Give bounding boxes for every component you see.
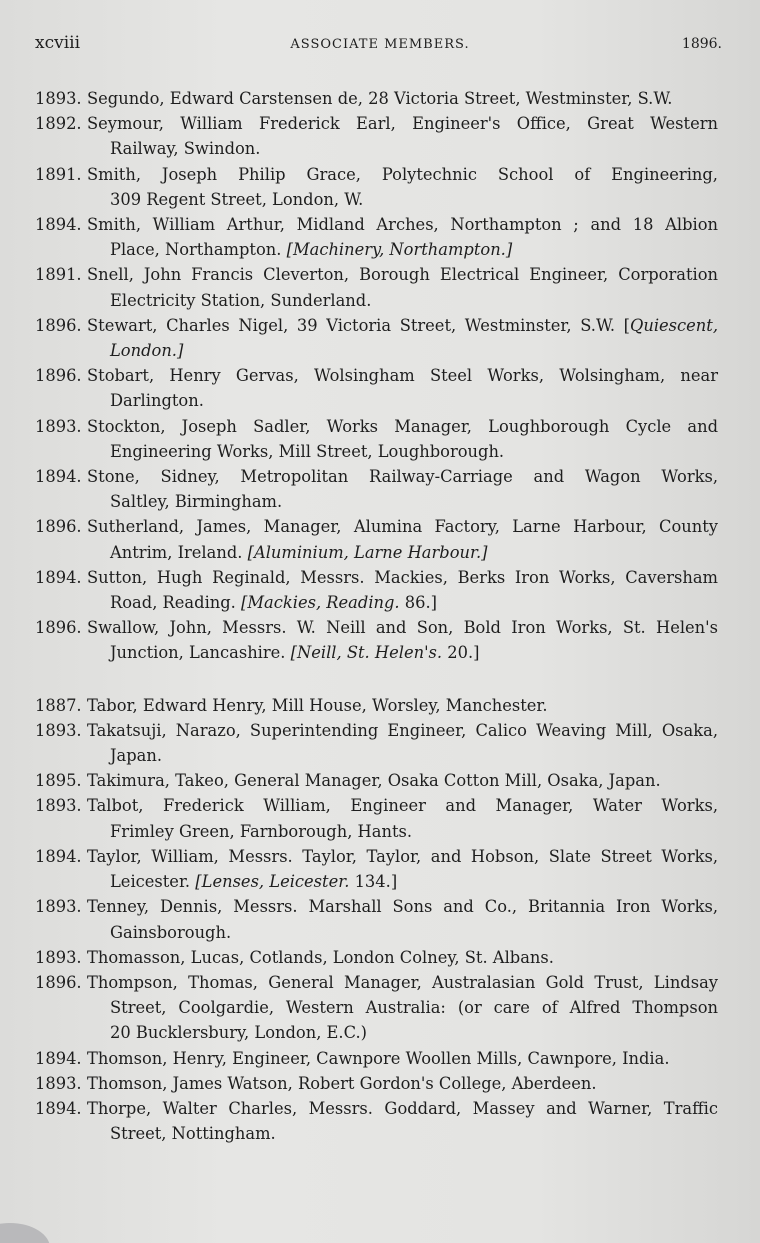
entry-line xyxy=(87,768,718,793)
member-entry xyxy=(35,1096,718,1146)
entry-text: Taylor, William, Messrs. Taylor, Taylor, and Hobson, Slate Street Works, xyxy=(87,846,718,866)
entry-line xyxy=(110,237,718,262)
entry-line xyxy=(110,136,718,161)
entry-text: Sutton, Hugh Reginald, Messrs. Mackies, Berks Iron Works, Caversham xyxy=(87,567,718,587)
member-entry xyxy=(35,844,718,894)
page-stain xyxy=(0,1223,50,1243)
member-entry xyxy=(35,212,718,262)
entry-text: Darlington. xyxy=(110,391,204,411)
entry-text: Tenney, Dennis, Messrs. Marshall Sons and Co., Britannia Iron Works, xyxy=(87,897,718,917)
entry-text: 134.] xyxy=(349,872,398,892)
entry-text: Stockton, Joseph Sadler, Works Manager, Loughborough Cycle and xyxy=(87,416,718,436)
entry-line xyxy=(110,640,718,665)
entry-text: Thomasson, Lucas, Cotlands, London Colney, St. Albans. xyxy=(87,947,554,967)
entry-text: Stobart, Henry Gervas, Wolsingham Steel Works, Wolsingham, near xyxy=(87,366,718,386)
entry-text: Thorpe, Walter Charles, Messrs. Goddard, Massey and Warner, Traffic xyxy=(87,1098,718,1118)
entry-line xyxy=(87,970,718,995)
entry-line xyxy=(87,565,718,590)
entry-text: Electricity Station, Sunderland. xyxy=(110,290,372,310)
election-year: 1892. xyxy=(35,114,82,134)
entry-text: Snell, John Francis Cleverton, Borough Electrical Engineer, Corporation xyxy=(87,265,718,285)
entry-text: Thompson, Thomas, General Manager, Australasian Gold Trust, Lindsay xyxy=(87,972,718,992)
entry-text: Street, Coolgardie, Western Australia: (or care of Alfred Thompson xyxy=(110,998,718,1018)
member-entry xyxy=(35,894,718,944)
entry-text: Saltley, Birmingham. xyxy=(110,492,283,512)
entry-text: Takatsuji, Narazo, Superintending Engineer, Calico Weaving Mill, Osaka, xyxy=(87,720,718,740)
telegraphic-address: [Neill, St. Helen's. xyxy=(290,643,443,663)
member-entry xyxy=(35,86,718,111)
entry-text: Sutherland, James, Manager, Alumina Factory, Larne Harbour, County xyxy=(87,517,718,537)
entry-line xyxy=(87,615,718,640)
entry-line xyxy=(87,693,718,718)
entry-line xyxy=(110,743,718,768)
member-entry xyxy=(35,615,718,665)
entry-text: Seymour, William Frederick Earl, Engineer's Office, Great Western xyxy=(87,114,718,134)
entry-line xyxy=(87,793,718,818)
election-year: 1893. xyxy=(35,89,82,108)
member-entry xyxy=(35,1046,718,1071)
telegraphic-address: [Lenses, Leicester. xyxy=(195,872,350,892)
member-entry xyxy=(35,363,718,413)
election-year: 1893. xyxy=(35,897,82,917)
member-entry xyxy=(35,945,718,970)
entry-text: 20 Bucklersbury, London, E.C.) xyxy=(110,1023,368,1043)
entry-line xyxy=(110,920,718,945)
entry-line xyxy=(110,540,718,565)
election-year: 1894. xyxy=(35,567,82,587)
entry-line xyxy=(110,489,718,514)
election-year: 1893. xyxy=(35,416,82,436)
entry-text: Japan. xyxy=(110,746,163,766)
entry-text: Road, Reading. xyxy=(110,593,242,613)
entry-line xyxy=(87,162,718,187)
entry-line xyxy=(87,514,718,539)
election-year: 1894. xyxy=(35,215,82,235)
entry-text: Stone, Sidney, Metropolitan Railway-Carriage and Wagon Works, xyxy=(87,467,718,487)
member-entry xyxy=(35,1071,718,1096)
entry-text: Junction, Lancashire. xyxy=(110,643,291,663)
telegraphic-address: London.] xyxy=(110,341,184,361)
entry-line xyxy=(87,262,718,287)
election-year: 1894. xyxy=(35,1098,82,1118)
member-entry xyxy=(35,464,718,514)
election-year: 1896. xyxy=(35,366,82,386)
member-entry xyxy=(35,693,718,718)
election-year: 1896. xyxy=(35,315,82,335)
telegraphic-address: [Machinery, Northampton.] xyxy=(286,240,513,260)
entry-line xyxy=(87,1046,718,1071)
header-year: 1896. xyxy=(681,36,722,52)
running-title: ASSOCIATE MEMBERS. xyxy=(290,37,470,52)
election-year: 1893. xyxy=(35,1073,82,1093)
entry-line xyxy=(87,844,718,869)
telegraphic-address: [Mackies, Reading. xyxy=(241,593,400,613)
member-entry xyxy=(35,262,718,312)
entry-line xyxy=(87,111,718,136)
entry-line xyxy=(110,1020,718,1045)
entry-line xyxy=(110,439,718,464)
entry-line xyxy=(87,313,718,338)
entry-text: Smith, Joseph Philip Grace, Polytechnic School of Engineering, xyxy=(87,164,718,184)
entry-text: Smith, William Arthur, Midland Arches, Northampton ; and 18 Albion xyxy=(87,215,718,235)
entry-line xyxy=(87,212,718,237)
election-year: 1894. xyxy=(35,846,82,866)
entry-text: 20.] xyxy=(442,643,480,663)
member-list xyxy=(35,86,718,1146)
election-year: 1896. xyxy=(35,972,82,992)
entry-line xyxy=(110,388,718,413)
entry-line xyxy=(87,464,718,489)
entry-line xyxy=(110,869,718,894)
election-year: 1896. xyxy=(35,618,82,638)
telegraphic-address: Quiescent, xyxy=(630,315,718,335)
entry-line xyxy=(87,945,718,970)
election-year: 1894. xyxy=(35,1048,82,1068)
entry-line xyxy=(110,1121,718,1146)
entry-text: Thomson, James Watson, Robert Gordon's College, Aberdeen. xyxy=(87,1073,597,1093)
entry-text: Talbot, Frederick William, Engineer and Manager, Water Works, xyxy=(87,796,718,816)
election-year: 1896. xyxy=(35,517,82,537)
member-entry xyxy=(35,514,718,564)
entry-text: Swallow, John, Messrs. W. Neill and Son, Bold Iron Works, St. Helen's xyxy=(87,618,718,638)
entry-line xyxy=(87,414,718,439)
election-year: 1895. xyxy=(35,771,82,791)
entry-line xyxy=(87,86,718,111)
election-year: 1887. xyxy=(35,695,82,715)
election-year: 1893. xyxy=(35,720,82,740)
member-entry xyxy=(35,313,718,363)
entry-line xyxy=(87,894,718,919)
election-year: 1893. xyxy=(35,796,82,816)
entry-line xyxy=(87,718,718,743)
election-year: 1891. xyxy=(35,265,82,285)
entry-line xyxy=(110,187,718,212)
entry-text: Tabor, Edward Henry, Mill House, Worsley, Manchester. xyxy=(87,695,548,715)
entry-text: Engineering Works, Mill Street, Loughborough. xyxy=(110,441,505,461)
entry-text: Street, Nottingham. xyxy=(110,1124,276,1144)
entry-text: Segundo, Edward Carstensen de, 28 Victoria Street, Westminster, S.W. xyxy=(87,89,673,108)
member-entry xyxy=(35,414,718,464)
entry-text: Thomson, Henry, Engineer, Cawnpore Woollen Mills, Cawnpore, India. xyxy=(87,1048,670,1068)
entry-line xyxy=(87,1096,718,1121)
member-entry xyxy=(35,793,718,843)
election-year: 1891. xyxy=(35,164,82,184)
entry-text: Frimley Green, Farnborough, Hants. xyxy=(110,821,413,841)
entry-line xyxy=(87,363,718,388)
entry-text: Takimura, Takeo, General Manager, Osaka Cotton Mill, Osaka, Japan. xyxy=(87,771,661,791)
entry-text: 309 Regent Street, London, W. xyxy=(110,189,364,209)
entry-text: Gainsborough. xyxy=(110,922,232,942)
entry-line xyxy=(110,819,718,844)
page-number: xcviii xyxy=(35,33,81,53)
entry-line xyxy=(87,1071,718,1096)
member-entry xyxy=(35,111,718,161)
election-year: 1894. xyxy=(35,467,82,487)
entry-text: 86.] xyxy=(399,593,438,613)
member-entry xyxy=(35,162,718,212)
section-gap xyxy=(35,666,718,693)
telegraphic-address: [Aluminium, Larne Harbour.] xyxy=(247,542,488,562)
member-entry xyxy=(35,768,718,793)
member-entry xyxy=(35,718,718,768)
entry-line xyxy=(110,590,718,615)
member-entry xyxy=(35,970,718,1046)
entry-text: Railway, Swindon. xyxy=(110,139,261,159)
election-year: 1893. xyxy=(35,947,82,967)
entry-line xyxy=(110,288,718,313)
entry-text: Leicester. xyxy=(110,872,196,892)
entry-text: Antrim, Ireland. xyxy=(110,542,248,562)
member-entry xyxy=(35,565,718,615)
entry-text: Stewart, Charles Nigel, 39 Victoria Street, Westminster, S.W. [ xyxy=(87,315,630,335)
entry-text: Place, Northampton. xyxy=(110,240,287,260)
entry-line xyxy=(110,338,718,363)
entry-line xyxy=(110,995,718,1020)
